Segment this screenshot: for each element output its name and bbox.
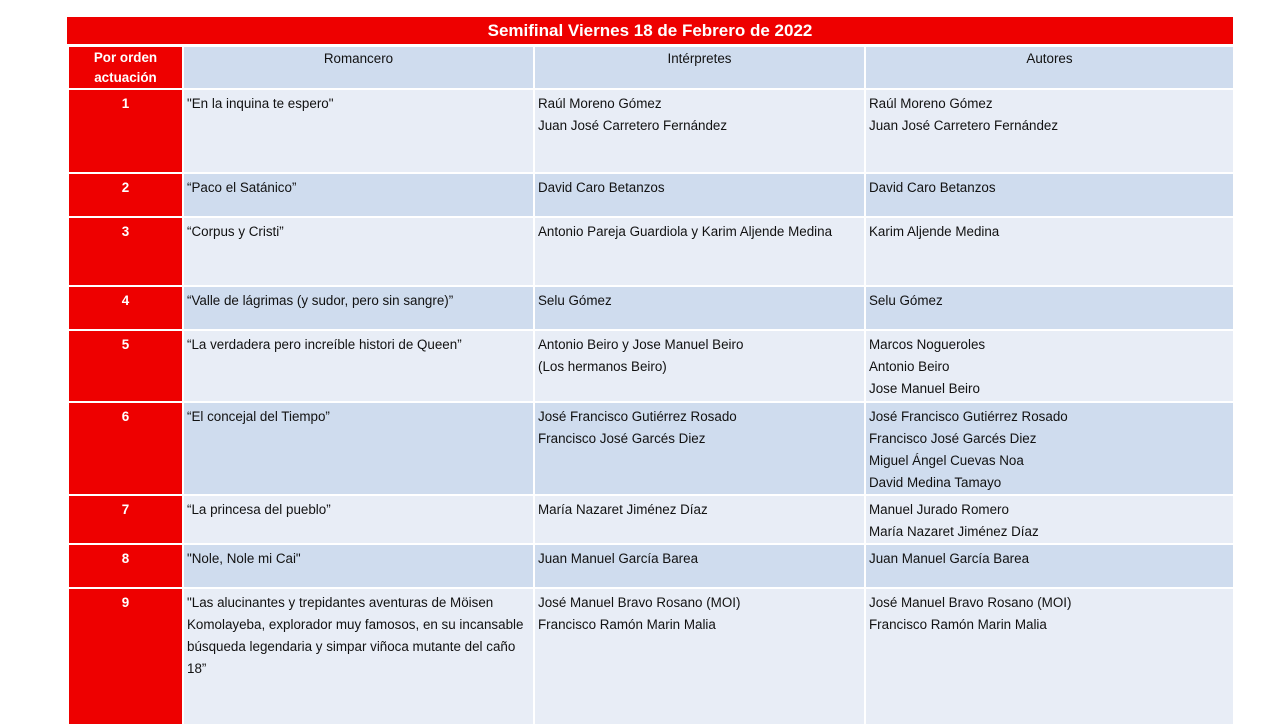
romancero-cell	[183, 173, 534, 217]
performer-name: Juan José Carretero Fernández	[538, 118, 728, 133]
interpretes-cell	[534, 544, 865, 588]
romancero-title: “Valle de lágrimas (y sudor, pero sin sangre)”	[187, 293, 454, 308]
romancero-cell	[183, 544, 534, 588]
table-row	[68, 588, 1234, 725]
author-name: Jose Manuel Beiro	[869, 381, 980, 396]
table-row	[68, 495, 1234, 544]
author-name: Marcos Nogueroles	[869, 337, 986, 352]
schedule-title: Semifinal Viernes 18 de Febrero de 2022	[67, 17, 1233, 45]
header-romancero: Romancero	[183, 46, 534, 89]
table-row	[68, 217, 1234, 286]
romancero-title: "Nole, Nole mi Cai"	[187, 551, 301, 566]
order-number: 1	[68, 89, 183, 173]
interpretes-cell	[534, 217, 865, 286]
author-name: Antonio Beiro	[869, 359, 950, 374]
performer-name: José Francisco Gutiérrez Rosado	[538, 409, 737, 424]
interpretes-cell	[534, 330, 865, 402]
interpretes-cell	[534, 495, 865, 544]
autores-cell	[865, 89, 1234, 173]
schedule-table	[67, 45, 1235, 726]
header-autores: Autores	[865, 46, 1234, 89]
order-number: 8	[68, 544, 183, 588]
romancero-title: “La verdadera pero increíble histori de Queen”	[187, 337, 462, 352]
performer-name: Juan Manuel García Barea	[538, 551, 699, 566]
table-row	[68, 89, 1234, 173]
interpretes-cell	[534, 173, 865, 217]
autores-cell	[865, 173, 1234, 217]
romancero-cell	[183, 330, 534, 402]
table-row	[68, 544, 1234, 588]
performer-name: Francisco José Garcés Diez	[538, 431, 706, 446]
author-name: Francisco José Garcés Diez	[869, 431, 1037, 446]
header-order: Por orden actuación	[68, 46, 183, 89]
performer-name: Antonio Beiro y Jose Manuel Beiro	[538, 337, 744, 352]
romancero-cell	[183, 495, 534, 544]
performer-name: Selu Gómez	[538, 293, 612, 308]
autores-cell	[865, 286, 1234, 330]
table-row	[68, 402, 1234, 495]
header-interpretes: Intérpretes	[534, 46, 865, 89]
author-name: Miguel Ángel Cuevas Noa	[869, 453, 1024, 468]
romancero-cell	[183, 588, 534, 725]
autores-cell	[865, 588, 1234, 725]
author-name: Selu Gómez	[869, 293, 943, 308]
order-number: 9	[68, 588, 183, 725]
romancero-cell	[183, 217, 534, 286]
table-row	[68, 173, 1234, 217]
header-row	[68, 46, 1234, 89]
author-name: Juan José Carretero Fernández	[869, 118, 1059, 133]
author-name: Raúl Moreno Gómez	[869, 96, 993, 111]
author-name: Karim Aljende Medina	[869, 224, 1000, 239]
romancero-cell	[183, 286, 534, 330]
interpretes-cell	[534, 402, 865, 495]
order-number: 7	[68, 495, 183, 544]
interpretes-cell	[534, 89, 865, 173]
romancero-cell	[183, 402, 534, 495]
semifinal-schedule	[67, 17, 1233, 726]
author-name: José Francisco Gutiérrez Rosado	[869, 409, 1068, 424]
romancero-title: “El concejal del Tiempo”	[187, 409, 330, 424]
interpretes-cell	[534, 588, 865, 725]
order-number: 3	[68, 217, 183, 286]
author-name: David Medina Tamayo	[869, 475, 1002, 490]
autores-cell	[865, 402, 1234, 495]
table-row	[68, 330, 1234, 402]
performer-name: (Los hermanos Beiro)	[538, 359, 667, 374]
performer-name: José Manuel Bravo Rosano (MOI)	[538, 595, 741, 610]
author-name: Juan Manuel García Barea	[869, 551, 1030, 566]
performer-name: Raúl Moreno Gómez	[538, 96, 662, 111]
performer-name: David Caro Betanzos	[538, 180, 665, 195]
autores-cell	[865, 544, 1234, 588]
romancero-title: “Paco el Satánico”	[187, 180, 297, 195]
table-row	[68, 286, 1234, 330]
author-name: María Nazaret Jiménez Díaz	[869, 524, 1039, 539]
author-name: Francisco Ramón Marin Malia	[869, 617, 1047, 632]
autores-cell	[865, 495, 1234, 544]
performer-name: Antonio Pareja Guardiola y Karim Aljende Medina	[538, 224, 833, 239]
romancero-title: "Las alucinantes y trepidantes aventuras de Möisen Komolayeba, explorador muy famosos, en su incansable búsqueda legendaria y simpar viñoca mutante del caño 18”	[187, 595, 524, 676]
performer-name: Francisco Ramón Marin Malia	[538, 617, 716, 632]
order-number: 2	[68, 173, 183, 217]
autores-cell	[865, 330, 1234, 402]
romancero-title: “Corpus y Cristi”	[187, 224, 284, 239]
romancero-title: "En la inquina te espero"	[187, 96, 334, 111]
performer-name: María Nazaret Jiménez Díaz	[538, 502, 708, 517]
order-number: 4	[68, 286, 183, 330]
order-number: 6	[68, 402, 183, 495]
author-name: José Manuel Bravo Rosano (MOI)	[869, 595, 1072, 610]
author-name: Manuel Jurado Romero	[869, 502, 1009, 517]
order-number: 5	[68, 330, 183, 402]
interpretes-cell	[534, 286, 865, 330]
romancero-title: “La princesa del pueblo”	[187, 502, 331, 517]
autores-cell	[865, 217, 1234, 286]
schedule-rows	[68, 89, 1234, 725]
romancero-cell	[183, 89, 534, 173]
author-name: David Caro Betanzos	[869, 180, 996, 195]
